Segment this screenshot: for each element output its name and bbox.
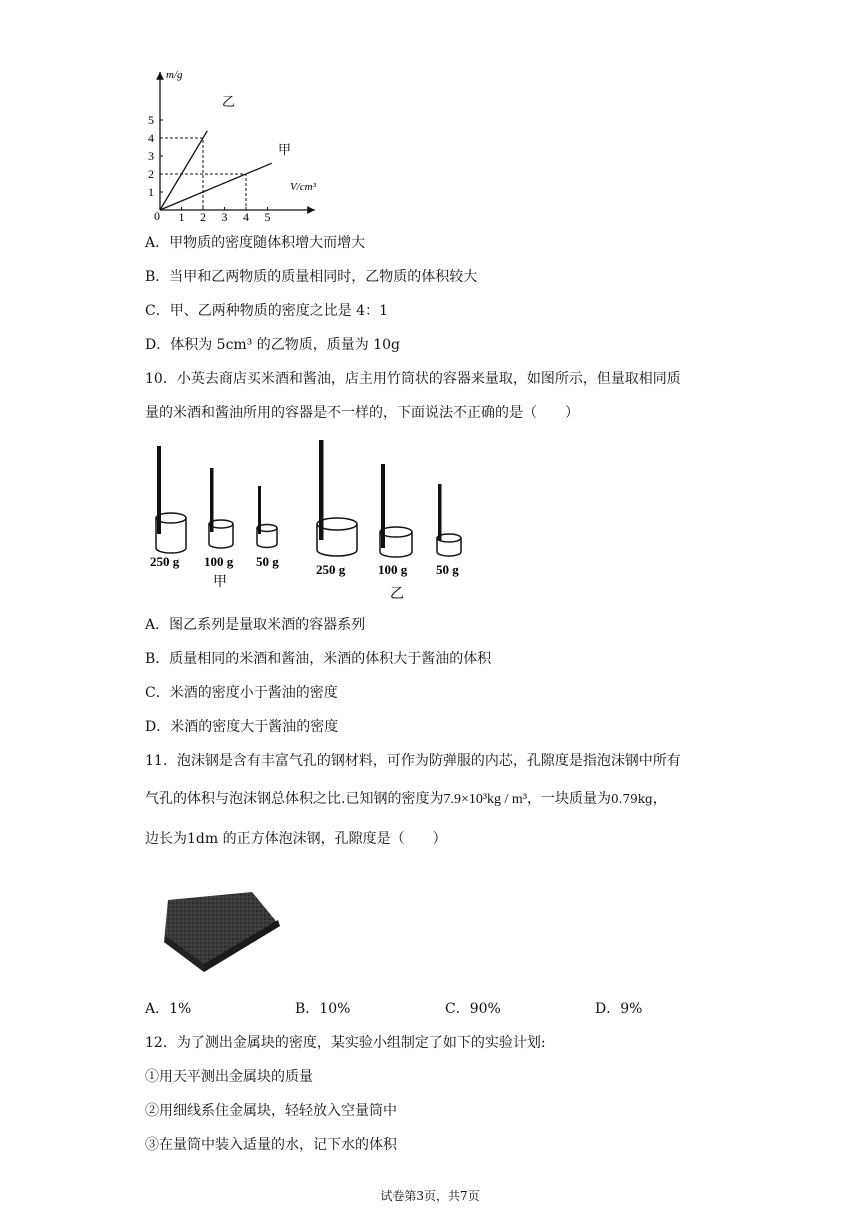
q12-step-1: ①用天平测出金属块的质量 bbox=[145, 1069, 313, 1085]
q9-option-a: A．甲物质的密度随体积增大而增大 bbox=[145, 235, 366, 251]
line-label-yi: 乙 bbox=[222, 94, 236, 109]
label-yi-100: 100 g bbox=[378, 562, 408, 577]
q10-option-d: D．米酒的密度大于酱油的密度 bbox=[145, 719, 339, 735]
y-tick-label: 1 bbox=[148, 185, 154, 199]
x-axis-label: V/cm³ bbox=[290, 181, 316, 193]
q9-option-c: C．甲、乙两种物质的密度之比是 4：1 bbox=[145, 303, 388, 319]
container-jia-100 bbox=[209, 468, 233, 548]
foam-steel-photo bbox=[160, 882, 282, 974]
q12-step-2: ②用细线系住金属块，轻轻放入空量筒中 bbox=[145, 1103, 397, 1119]
container-yi-250 bbox=[317, 440, 357, 556]
q10-stem-line1: 10．小英去商店买米酒和酱油，店主用竹筒状的容器来量取，如图所示，但量取相同质 bbox=[145, 371, 681, 387]
label-yi-250: 250 g bbox=[316, 562, 346, 577]
container-yi-50 bbox=[437, 484, 461, 556]
q11-stem-line2 bbox=[145, 788, 667, 808]
x-tick-label: 5 bbox=[264, 210, 271, 224]
label-jia-100: 100 g bbox=[204, 554, 234, 569]
q11-stem-line1: 11．泡沫钢是含有丰富气孔的钢材料，可作为防弹服的内芯，孔隙度是指泡沫钢中所有 bbox=[145, 753, 681, 769]
y-tick-label: 4 bbox=[148, 131, 154, 145]
q11-option-a: A．1% bbox=[145, 1001, 192, 1017]
q11-density-value: 7.9×10³kg / m³ bbox=[443, 792, 528, 807]
y-tick-label: 5 bbox=[148, 113, 154, 127]
x-tick-label: 3 bbox=[221, 210, 228, 224]
label-jia-50: 50 g bbox=[256, 554, 279, 569]
q10-option-b: B．质量相同的米酒和酱油，米酒的体积大于酱油的体积 bbox=[145, 651, 492, 667]
x-tick-label: 4 bbox=[243, 210, 249, 224]
series-line-jia bbox=[160, 163, 272, 210]
y-axis-label: m/g bbox=[166, 69, 183, 81]
label-yi-50: 50 g bbox=[436, 562, 459, 577]
x-tick-label: 1 bbox=[178, 210, 185, 224]
x-tick-label: 2 bbox=[200, 210, 206, 224]
q9-option-d: D．体积为 5cm³ 的乙物质，质量为 10g bbox=[145, 337, 400, 353]
q10-stem-line2: 量的米酒和酱油所用的容器是不一样的，下面说法不正确的是（ ） bbox=[145, 405, 579, 421]
origin-label: 0 bbox=[154, 209, 160, 223]
q9-option-b: B．当甲和乙两物质的质量相同时，乙物质的体积较大 bbox=[145, 269, 478, 285]
q11-text-a: 气孔的体积与泡沫钢总体积之比.已知钢的密度为 bbox=[145, 791, 444, 807]
line-label-jia: 甲 bbox=[278, 142, 292, 157]
label-jia-250: 250 g bbox=[150, 554, 180, 569]
q11-text-b: ，一块质量为 bbox=[527, 791, 612, 807]
q10-option-c: C．米酒的密度小于酱油的密度 bbox=[145, 685, 338, 701]
y-tick-label: 3 bbox=[148, 149, 154, 163]
mass-volume-graph bbox=[140, 66, 340, 226]
q11-mass-value: 0.79kg bbox=[611, 792, 653, 806]
bamboo-container-figure bbox=[140, 436, 480, 606]
q11-option-b: B．10% bbox=[295, 1001, 351, 1017]
container-yi-100 bbox=[380, 464, 412, 557]
q11-option-d: D．9% bbox=[595, 1001, 643, 1017]
container-jia-250 bbox=[156, 446, 186, 553]
q11-stem-line3: 边长为1dm 的正方体泡沫钢，孔隙度是（ ） bbox=[145, 831, 447, 847]
q12-stem: 12．为了测出金属块的密度，某实验小组制定了如下的实验计划: bbox=[145, 1035, 546, 1051]
group-label-jia: 甲 bbox=[213, 575, 227, 590]
series-line-yi bbox=[160, 131, 207, 210]
q10-option-a: A．图乙系列是量取米酒的容器系列 bbox=[145, 617, 366, 633]
page-footer: 试卷第3页，共7页 bbox=[380, 1189, 480, 1203]
container-jia-50 bbox=[257, 486, 277, 548]
q12-step-3: ③在量筒中装入适量的水，记下水的体积 bbox=[145, 1137, 397, 1153]
group-label-yi: 乙 bbox=[390, 587, 404, 602]
y-tick-label: 2 bbox=[148, 167, 154, 181]
q11-text-c: ， bbox=[652, 791, 667, 807]
q11-option-c: C．90% bbox=[445, 1001, 501, 1017]
